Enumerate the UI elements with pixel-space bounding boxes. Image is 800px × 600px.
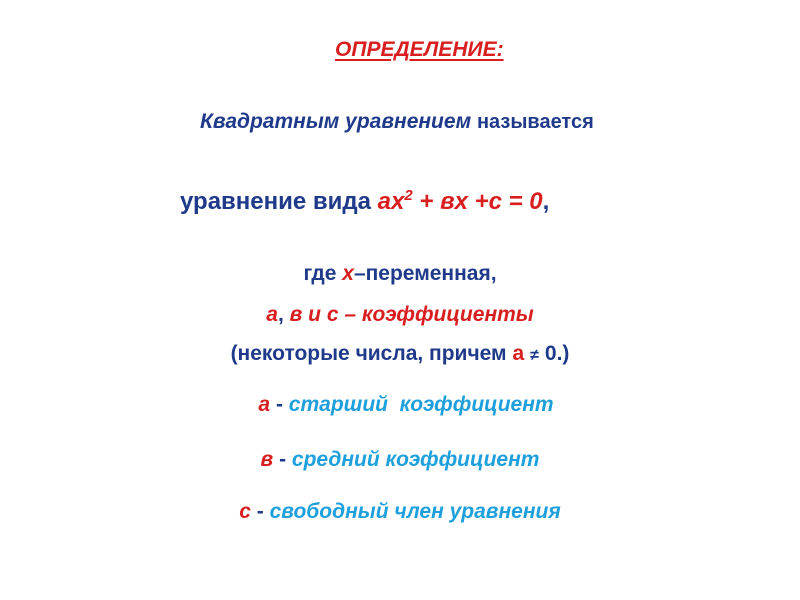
equation-prefix: уравнение вида — [180, 188, 371, 215]
note-suffix: 0.) — [544, 342, 570, 365]
term-text: свободный член уравнения — [269, 500, 561, 523]
equation-ax: ах — [377, 188, 405, 215]
definition-term: Квадратным уравнением — [200, 110, 472, 133]
term-dash: - — [275, 393, 283, 416]
coef-b: в — [289, 303, 303, 326]
note-line — [0, 342, 800, 366]
coef-sep: , — [277, 303, 284, 326]
term-letter: а — [258, 393, 271, 416]
definition-verb: называется — [476, 111, 594, 133]
where-desc: –переменная, — [353, 262, 497, 285]
definition-heading: ОПРЕДЕЛЕНИЕ: — [335, 38, 504, 61]
term-free-term — [0, 500, 800, 524]
note-prefix: (некоторые числа, причем — [230, 342, 507, 365]
definition-line — [200, 110, 594, 134]
term-letter: в — [260, 448, 274, 471]
coef-desc: – коэффициенты — [344, 303, 534, 326]
equation-comma: , — [542, 188, 550, 215]
term-dash: - — [256, 500, 264, 523]
equation-rest: + вх +с = 0 — [412, 188, 543, 215]
coef-a: а — [266, 303, 278, 326]
coef-c: с — [326, 303, 339, 326]
coef-and: и — [308, 303, 321, 326]
where-prefix: где — [303, 262, 337, 285]
where-variable: х — [342, 262, 354, 285]
equation-formula — [378, 188, 543, 215]
term-middle-coefficient — [0, 448, 800, 472]
note-a: а — [512, 342, 525, 365]
term-leading-coefficient — [6, 393, 800, 417]
not-equal-icon: ≠ — [530, 347, 539, 364]
where-line — [0, 262, 800, 286]
coefficients-line — [0, 303, 800, 327]
equation-power: 2 — [404, 187, 413, 204]
equation-line — [180, 188, 549, 216]
term-text: средний коэффициент — [291, 448, 540, 471]
term-dash: - — [279, 448, 287, 471]
term-text: старший коэффициент — [288, 393, 554, 416]
term-letter: с — [239, 500, 251, 523]
